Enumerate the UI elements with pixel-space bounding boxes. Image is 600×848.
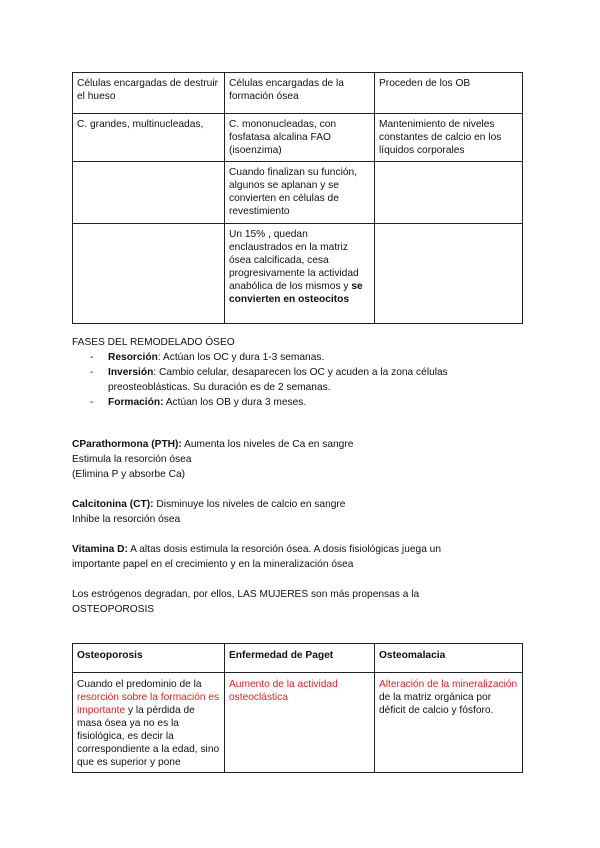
list-item-text: Actúan los OB y dura 3 meses. bbox=[163, 397, 307, 408]
table-cell: Cuando finalizan su función, algunos se aplanan y se convierten en células de revestimiento bbox=[225, 162, 375, 224]
ct-section bbox=[72, 498, 532, 528]
list-item-text: preosteoblásticas. Su duración es de 2 semanas. bbox=[108, 382, 331, 393]
vitd-line bbox=[72, 543, 532, 558]
highlight-text: Alteración de la mineralización bbox=[379, 679, 518, 690]
table-cell bbox=[73, 673, 225, 773]
highlight-text: Aumento de la actividad osteoclástica bbox=[229, 679, 338, 703]
fases-list bbox=[72, 351, 532, 411]
osteocyte-text: Un 15% , quedan enclaustrados en la matriz ósea calcificada, cesa progresivamente la actividad anabólica de los mismos y bbox=[229, 229, 359, 292]
table-cell: C. grandes, multinucleadas, bbox=[73, 114, 225, 162]
table-cell bbox=[225, 224, 375, 324]
table-row bbox=[73, 673, 523, 773]
column-header: Enfermedad de Paget bbox=[225, 644, 375, 673]
table-cell bbox=[375, 162, 523, 224]
table-cell bbox=[73, 224, 225, 324]
table-cell: Células encargadas de la formación ósea bbox=[225, 73, 375, 114]
fases-section bbox=[72, 336, 532, 411]
pth-line bbox=[72, 438, 532, 453]
list-item bbox=[90, 381, 532, 396]
pth-text: Estimula la resorción ósea bbox=[72, 454, 192, 465]
list-item bbox=[90, 366, 532, 381]
pth-text: Aumenta los niveles de Ca en sangre bbox=[181, 439, 354, 450]
estrogenos-text: OSTEOPOROSIS bbox=[72, 604, 155, 615]
ct-text: Disminuye los niveles de calcio en sangre bbox=[153, 499, 346, 510]
list-item-label: Inversión bbox=[108, 367, 154, 378]
vitd-text: importante papel en el crecimiento y en la mineralización ósea bbox=[72, 559, 354, 570]
pth-text: (Elimina P y absorbe Ca) bbox=[72, 469, 186, 480]
list-item-text: : Actúan los OC y dura 1-3 semanas. bbox=[157, 352, 325, 363]
ct-text: Inhibe la resorción ósea bbox=[72, 514, 181, 525]
dash: - bbox=[90, 352, 94, 363]
table-cell bbox=[375, 224, 523, 324]
cell-text: de la matriz orgánica por déficit de calcio y fósforo. bbox=[379, 692, 494, 716]
table-cell: C. mononucleadas, con fosfatasa alcalina FAO (isoenzima) bbox=[225, 114, 375, 162]
vitd-section bbox=[72, 543, 532, 573]
vitd-text: A altas dosis estimula la resorción ósea. A dosis fisiológicas juega un bbox=[127, 544, 442, 555]
dash: - bbox=[90, 397, 94, 408]
table-cell: Mantenimiento de niveles constantes de calcio en los líquidos corporales bbox=[375, 114, 523, 162]
ct-label: Calcitonina (CT): bbox=[72, 499, 154, 510]
list-item-text: : Cambio celular, desaparecen los OC y acuden a la zona células bbox=[153, 367, 448, 378]
dash: - bbox=[90, 367, 94, 378]
table-cell bbox=[375, 673, 523, 773]
table-cell: Células encargadas de destruir el hueso bbox=[73, 73, 225, 114]
table-header-row bbox=[73, 644, 523, 673]
table-cell: Proceden de los OB bbox=[375, 73, 523, 114]
fases-title: FASES DEL REMODELADO ÓSEO bbox=[72, 337, 235, 348]
highlight-text: resorción sobre la formación es importante bbox=[77, 692, 220, 716]
list-item bbox=[90, 351, 532, 366]
table-cell bbox=[73, 162, 225, 224]
list-item-label: Formación: bbox=[108, 397, 164, 408]
cell-types-table bbox=[72, 72, 523, 324]
osteocyte-bold-text: se convierten en osteocitos bbox=[229, 281, 363, 305]
list-item bbox=[90, 396, 532, 411]
table-row bbox=[73, 162, 523, 224]
column-header: Osteoporosis bbox=[73, 644, 225, 673]
table-row bbox=[73, 73, 523, 114]
estrogenos-section bbox=[72, 588, 532, 618]
column-header: Osteomalacia bbox=[375, 644, 523, 673]
pth-section bbox=[72, 438, 532, 483]
table-row bbox=[73, 224, 523, 324]
estrogenos-text: Los estrógenos degradan, por ellos, LAS MUJERES son más propensas a la bbox=[72, 589, 420, 600]
cell-text: y la pérdida de masa ósea ya no es la fisiológica, es decir la correspondiente a la edad, sino que es superior y pone bbox=[77, 705, 220, 768]
ct-line bbox=[72, 498, 532, 513]
vitd-label: Vitamina D: bbox=[72, 544, 128, 555]
table-row bbox=[73, 114, 523, 162]
cell-text: Cuando el predominio de la bbox=[77, 679, 202, 690]
pth-label: CParathormona (PTH): bbox=[72, 439, 182, 450]
list-item-label: Resorción bbox=[108, 352, 158, 363]
table-cell bbox=[225, 673, 375, 773]
diseases-table bbox=[72, 643, 523, 773]
